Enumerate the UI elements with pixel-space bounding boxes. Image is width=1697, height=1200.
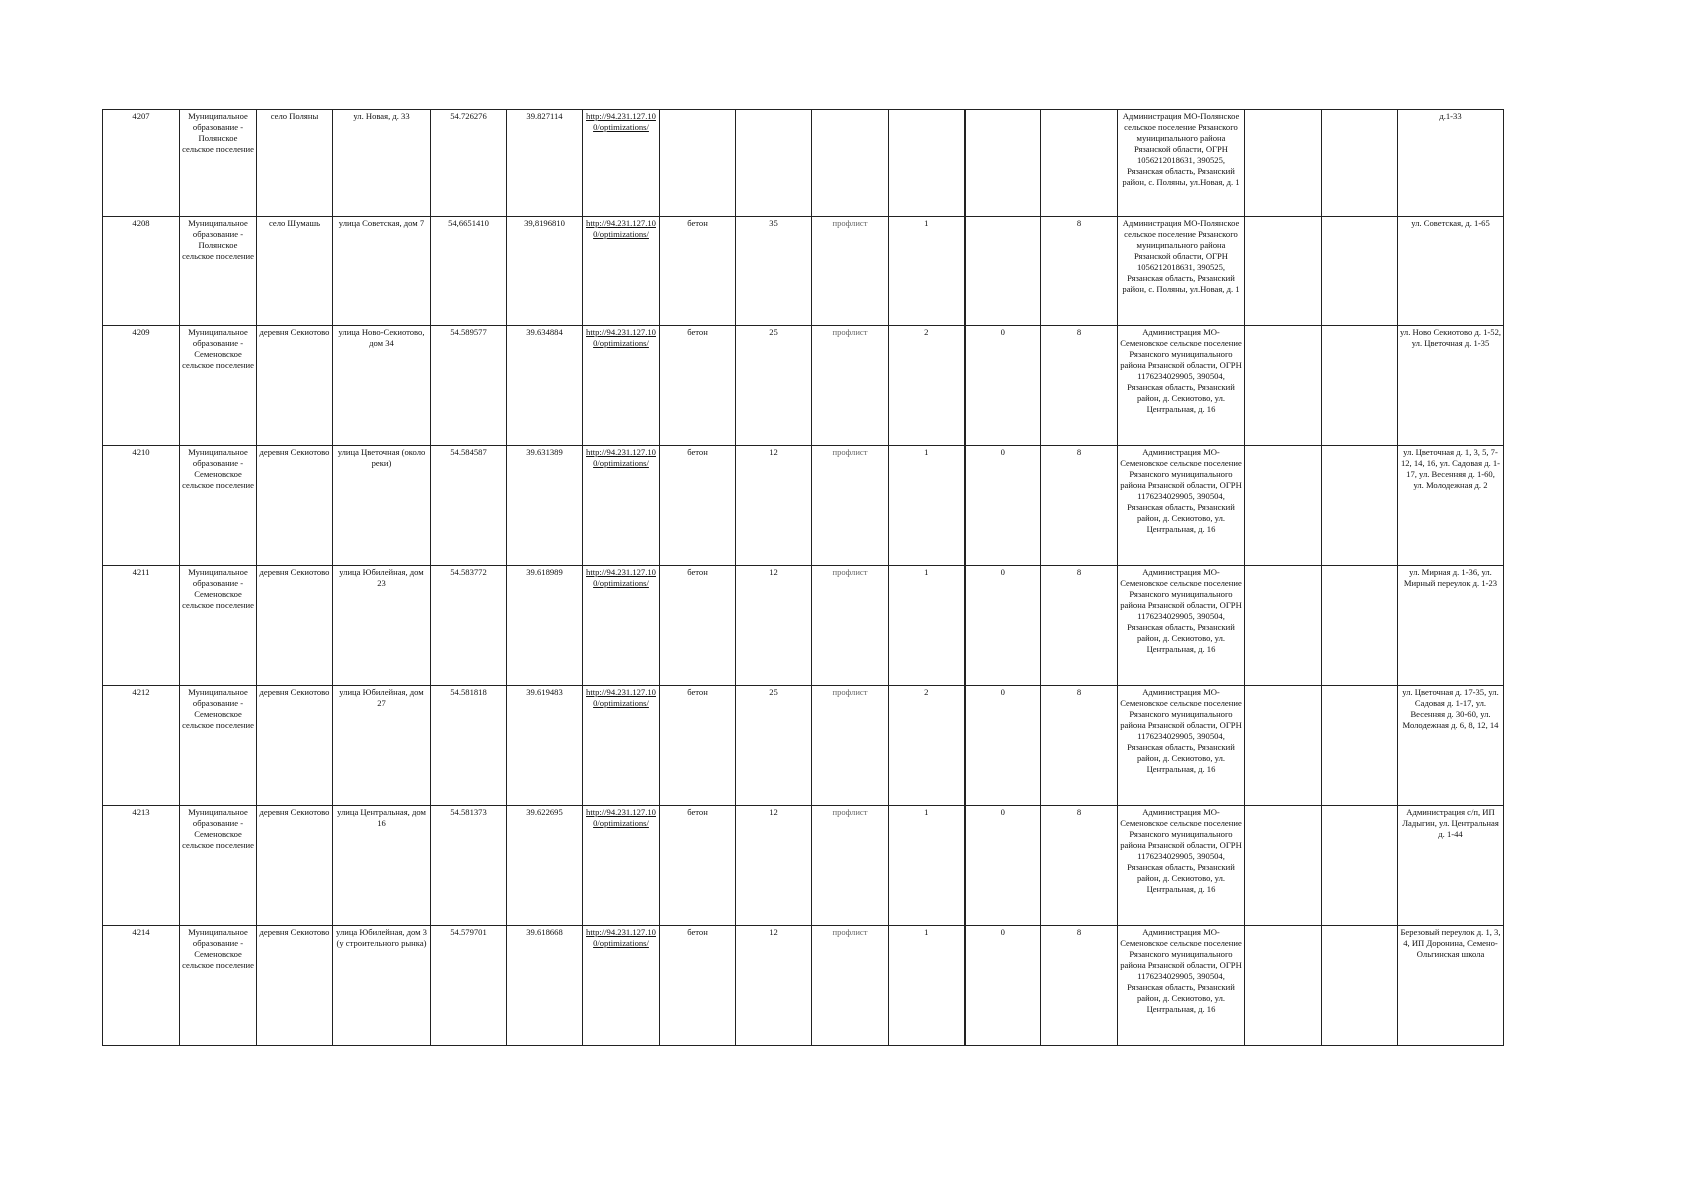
longitude-cell: 39.634884 (507, 326, 583, 446)
area-cell (736, 110, 812, 217)
fence-cell: профлист (812, 217, 889, 326)
longitude-cell: 39.618668 (507, 926, 583, 1046)
extra-cell-1 (1245, 806, 1322, 926)
map-link-cell[interactable]: http://94.231.127.10 0/optimizations/ (583, 926, 660, 1046)
longitude-cell: 39.618989 (507, 566, 583, 686)
containers-cell: 1 (889, 217, 965, 326)
latitude-cell: 54.579701 (431, 926, 507, 1046)
latitude-cell: 54,6651410 (431, 217, 507, 326)
table-row (103, 926, 1504, 1046)
served-addresses-cell: ул. Мирная д. 1-36, ул. Мирный переулок д. 1-23 (1398, 566, 1504, 686)
table-row (103, 110, 1504, 217)
containers-cell: 1 (889, 926, 965, 1046)
extra-cell-2 (1322, 926, 1398, 1046)
surface-cell: бетон (660, 926, 736, 1046)
map-link-cell[interactable]: http://94.231.127.10 0/optimizations/ (583, 566, 660, 686)
capacity-cell (1041, 110, 1118, 217)
extra-cell-2 (1322, 110, 1398, 217)
extra-cell-2 (1322, 217, 1398, 326)
served-addresses-cell: ул. Цветочная д. 17-35, ул. Садовая д. 1-17, ул. Весенняя д. 30-60, ул. Молодежная д. 6, 8, 12, 14 (1398, 686, 1504, 806)
extra-cell-2 (1322, 326, 1398, 446)
area-cell: 12 (736, 926, 812, 1046)
address-cell: улица Советская, дом 7 (333, 217, 431, 326)
capacity-cell: 8 (1041, 217, 1118, 326)
map-link-cell[interactable]: http://94.231.127.10 0/optimizations/ (583, 806, 660, 926)
longitude-cell: 39.827114 (507, 110, 583, 217)
served-addresses-cell: Администрация с/п, ИП Ладыгин, ул. Центральная д. 1-44 (1398, 806, 1504, 926)
extra-cell-2 (1322, 686, 1398, 806)
volume-cell (965, 217, 1041, 326)
volume-cell: 0 (965, 326, 1041, 446)
settlement-cell: деревня Секиотово (257, 446, 333, 566)
area-cell: 25 (736, 326, 812, 446)
address-cell: улица Центральная, дом 16 (333, 806, 431, 926)
extra-cell-2 (1322, 566, 1398, 686)
volume-cell: 0 (965, 686, 1041, 806)
fence-cell: профлист (812, 926, 889, 1046)
row-id-cell: 4211 (103, 566, 180, 686)
fence-cell: профлист (812, 446, 889, 566)
area-cell: 25 (736, 686, 812, 806)
area-cell: 12 (736, 446, 812, 566)
extra-cell-1 (1245, 446, 1322, 566)
map-link-cell[interactable]: http://94.231.127.10 0/optimizations/ (583, 446, 660, 566)
registry-table (102, 109, 1504, 1046)
volume-cell: 0 (965, 566, 1041, 686)
capacity-cell: 8 (1041, 326, 1118, 446)
address-cell: улица Юбилейная, дом 3 (у строительного рынка) (333, 926, 431, 1046)
capacity-cell: 8 (1041, 566, 1118, 686)
fence-cell: профлист (812, 686, 889, 806)
address-cell: улица Юбилейная, дом 27 (333, 686, 431, 806)
settlement-cell: село Шумашь (257, 217, 333, 326)
table-row (103, 217, 1504, 326)
surface-cell: бетон (660, 217, 736, 326)
volume-cell: 0 (965, 806, 1041, 926)
table-row (103, 446, 1504, 566)
row-id-cell: 4209 (103, 326, 180, 446)
address-cell: улица Юбилейная, дом 23 (333, 566, 431, 686)
longitude-cell: 39.619483 (507, 686, 583, 806)
row-id-cell: 4213 (103, 806, 180, 926)
address-cell: ул. Новая, д. 33 (333, 110, 431, 217)
longitude-cell: 39,8196810 (507, 217, 583, 326)
area-cell: 12 (736, 566, 812, 686)
extra-cell-2 (1322, 806, 1398, 926)
map-link-cell[interactable]: http://94.231.127.10 0/optimizations/ (583, 110, 660, 217)
extra-cell-1 (1245, 926, 1322, 1046)
extra-cell-1 (1245, 217, 1322, 326)
containers-cell: 1 (889, 806, 965, 926)
row-id-cell: 4214 (103, 926, 180, 1046)
municipality-cell: Муниципальное образование - Семеновское сельское поселение (180, 566, 257, 686)
volume-cell: 0 (965, 446, 1041, 566)
municipality-cell: Муниципальное образование - Семеновское сельское поселение (180, 446, 257, 566)
settlement-cell: деревня Секиотово (257, 566, 333, 686)
owner-cell: Администрация МО-Полянское сельское поселение Рязанского муниципального района Рязанской области, ОГРН 1056212018631, 390525, Рязанская область, Рязанский район, с. Поляны, ул.Новая, д. 1 (1118, 217, 1245, 326)
served-addresses-cell: д.1-33 (1398, 110, 1504, 217)
surface-cell: бетон (660, 686, 736, 806)
owner-cell: Администрация МО-Семеновское сельское поселение Рязанского муниципального района Рязанской области, ОГРН 1176234029905, 390504, Рязанская область, Рязанский район, д. Секиотово, ул. Центральная, д. 16 (1118, 566, 1245, 686)
row-id-cell: 4207 (103, 110, 180, 217)
volume-cell: 0 (965, 926, 1041, 1046)
extra-cell-1 (1245, 566, 1322, 686)
served-addresses-cell: ул. Цветочная д. 1, 3, 5, 7-12, 14, 16, ул. Садовая д. 1-17, ул. Весенняя д. 1-60, ул. Молодежная д. 2 (1398, 446, 1504, 566)
settlement-cell: село Поляны (257, 110, 333, 217)
fence-cell (812, 110, 889, 217)
table-row (103, 806, 1504, 926)
table-row (103, 686, 1504, 806)
served-addresses-cell: Березовый переулок д. 1, 3, 4, ИП Доронина, Семено-Ольгинская школа (1398, 926, 1504, 1046)
fence-cell: профлист (812, 566, 889, 686)
served-addresses-cell: ул. Советская, д. 1-65 (1398, 217, 1504, 326)
extra-cell-1 (1245, 110, 1322, 217)
owner-cell: Администрация МО-Полянское сельское поселение Рязанского муниципального района Рязанской области, ОГРН 1056212018631, 390525, Рязанская область, Рязанский район, с. Поляны, ул.Новая, д. 1 (1118, 110, 1245, 217)
row-id-cell: 4210 (103, 446, 180, 566)
longitude-cell: 39.622695 (507, 806, 583, 926)
volume-cell (965, 110, 1041, 217)
capacity-cell: 8 (1041, 446, 1118, 566)
latitude-cell: 54.581373 (431, 806, 507, 926)
table-row (103, 326, 1504, 446)
surface-cell: бетон (660, 326, 736, 446)
map-link-cell[interactable]: http://94.231.127.10 0/optimizations/ (583, 217, 660, 326)
capacity-cell: 8 (1041, 806, 1118, 926)
fence-cell: профлист (812, 326, 889, 446)
surface-cell: бетон (660, 806, 736, 926)
owner-cell: Администрация МО-Семеновское сельское поселение Рязанского муниципального района Рязанской области, ОГРН 1176234029905, 390504, Рязанская область, Рязанский район, д. Секиотово, ул. Центральная, д. 16 (1118, 446, 1245, 566)
fence-cell: профлист (812, 806, 889, 926)
containers-cell: 2 (889, 326, 965, 446)
latitude-cell: 54.726276 (431, 110, 507, 217)
owner-cell: Администрация МО-Семеновское сельское поселение Рязанского муниципального района Рязанской области, ОГРН 1176234029905, 390504, Рязанская область, Рязанский район, д. Секиотово, ул. Центральная, д. 16 (1118, 686, 1245, 806)
settlement-cell: деревня Секиотово (257, 686, 333, 806)
map-link-cell[interactable]: http://94.231.127.10 0/optimizations/ (583, 326, 660, 446)
row-id-cell: 4212 (103, 686, 180, 806)
capacity-cell: 8 (1041, 926, 1118, 1046)
longitude-cell: 39.631389 (507, 446, 583, 566)
owner-cell: Администрация МО-Семеновское сельское поселение Рязанского муниципального района Рязанской области, ОГРН 1176234029905, 390504, Рязанская область, Рязанский район, д. Секиотово, ул. Центральная, д. 16 (1118, 326, 1245, 446)
owner-cell: Администрация МО-Семеновское сельское поселение Рязанского муниципального района Рязанской области, ОГРН 1176234029905, 390504, Рязанская область, Рязанский район, д. Секиотово, ул. Центральная, д. 16 (1118, 806, 1245, 926)
address-cell: улица Ново-Секиотово, дом 34 (333, 326, 431, 446)
municipality-cell: Муниципальное образование - Семеновское сельское поселение (180, 686, 257, 806)
latitude-cell: 54.584587 (431, 446, 507, 566)
municipality-cell: Муниципальное образование - Семеновское сельское поселение (180, 806, 257, 926)
capacity-cell: 8 (1041, 686, 1118, 806)
municipality-cell: Муниципальное образование - Полянское сельское поселение (180, 110, 257, 217)
surface-cell (660, 110, 736, 217)
latitude-cell: 54.581818 (431, 686, 507, 806)
area-cell: 35 (736, 217, 812, 326)
settlement-cell: деревня Секиотово (257, 326, 333, 446)
extra-cell-1 (1245, 326, 1322, 446)
latitude-cell: 54.589577 (431, 326, 507, 446)
municipality-cell: Муниципальное образование - Полянское сельское поселение (180, 217, 257, 326)
settlement-cell: деревня Секиотово (257, 806, 333, 926)
map-link-cell[interactable]: http://94.231.127.10 0/optimizations/ (583, 686, 660, 806)
served-addresses-cell: ул. Ново Секиотово д. 1-52, ул. Цветочная д. 1-35 (1398, 326, 1504, 446)
municipality-cell: Муниципальное образование - Семеновское сельское поселение (180, 926, 257, 1046)
surface-cell: бетон (660, 566, 736, 686)
municipality-cell: Муниципальное образование - Семеновское сельское поселение (180, 326, 257, 446)
settlement-cell: деревня Секиотово (257, 926, 333, 1046)
owner-cell: Администрация МО-Семеновское сельское поселение Рязанского муниципального района Рязанской области, ОГРН 1176234029905, 390504, Рязанская область, Рязанский район, д. Секиотово, ул. Центральная, д. 16 (1118, 926, 1245, 1046)
table-row (103, 566, 1504, 686)
containers-cell: 1 (889, 566, 965, 686)
area-cell: 12 (736, 806, 812, 926)
row-id-cell: 4208 (103, 217, 180, 326)
latitude-cell: 54.583772 (431, 566, 507, 686)
surface-cell: бетон (660, 446, 736, 566)
extra-cell-1 (1245, 686, 1322, 806)
containers-cell (889, 110, 965, 217)
containers-cell: 2 (889, 686, 965, 806)
address-cell: улица Цветочная (около реки) (333, 446, 431, 566)
containers-cell: 1 (889, 446, 965, 566)
extra-cell-2 (1322, 446, 1398, 566)
